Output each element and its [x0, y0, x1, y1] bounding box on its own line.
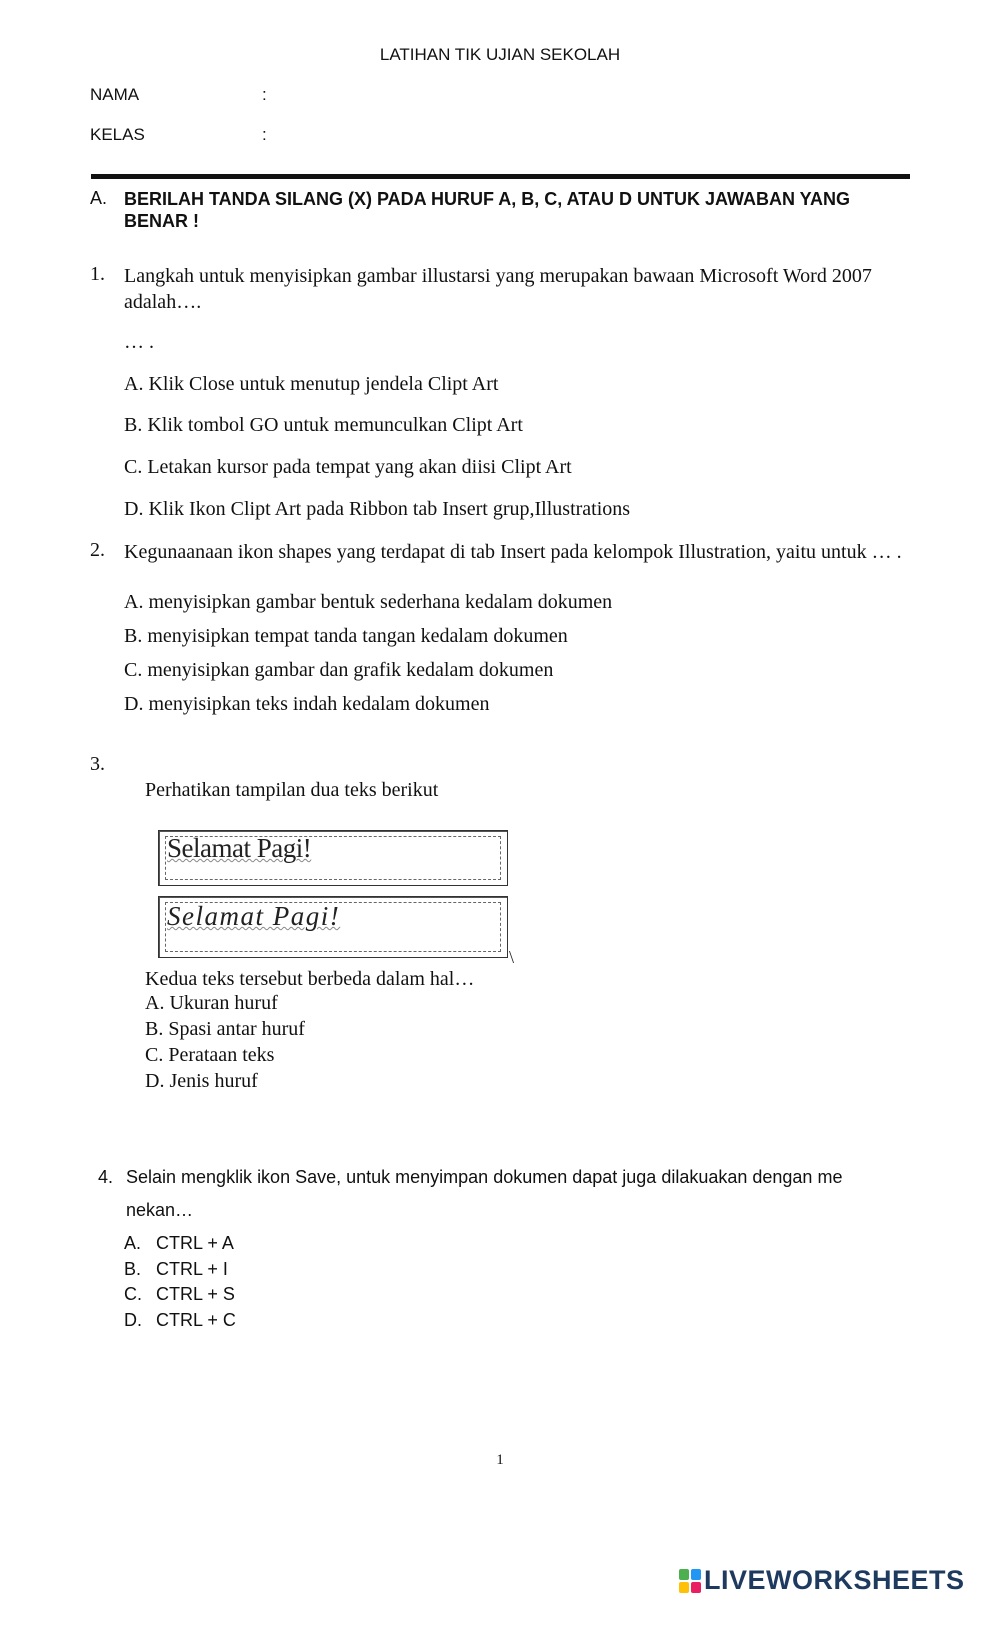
- kelas-label: KELAS: [90, 125, 145, 144]
- q4-option-d[interactable]: CTRL + C: [156, 1310, 236, 1330]
- q4-option-a[interactable]: CTRL + A: [156, 1233, 234, 1253]
- q1-option-a[interactable]: A. Klik Close untuk menutup jendela Clipt Art: [124, 373, 499, 395]
- q1-option-d[interactable]: D. Klik Ikon Clipt Art pada Ribbon tab Insert grup,Illustrations: [124, 498, 631, 520]
- nama-colon: :: [262, 85, 267, 104]
- q3-option-c[interactable]: C. Perataan teks: [145, 1044, 275, 1066]
- page-number: 1: [496, 1452, 504, 1468]
- liveworksheets-logo[interactable]: [679, 1565, 965, 1596]
- q1-number: 1.: [90, 263, 105, 285]
- q2-option-a[interactable]: A. menyisipkan gambar bentuk sederhana kedalam dokumen: [124, 591, 613, 613]
- q2-option-d[interactable]: D. menyisipkan teks indah kedalam dokumen: [124, 693, 490, 715]
- q4-option-b[interactable]: CTRL + I: [156, 1259, 228, 1279]
- q2-number: 2.: [90, 539, 105, 561]
- q4-option-d-letter: D.: [124, 1310, 142, 1330]
- section-instruction: BERILAH TANDA SILANG (X) PADA HURUF A, B, C, ATAU D UNTUK JAWABAN YANG BENAR !: [124, 189, 850, 231]
- liveworksheets-icon: [679, 1569, 701, 1593]
- q1-text: Langkah untuk menyisipkan gambar illustarsi yang merupakan bawaan Microsoft Word 2007 adalah….: [124, 265, 872, 313]
- q2-option-c[interactable]: C. menyisipkan gambar dan grafik kedalam dokumen: [124, 659, 554, 681]
- kelas-colon: :: [262, 125, 267, 144]
- q4-number: 4.: [98, 1167, 114, 1187]
- sample-text-box-1: [158, 830, 508, 886]
- q3-option-a[interactable]: A. Ukuran huruf: [145, 992, 278, 1014]
- q4-option-b-letter: B.: [124, 1259, 142, 1279]
- q4-option-c-letter: C.: [124, 1284, 142, 1304]
- q3-question: Kedua teks tersebut berbeda dalam hal…: [145, 968, 475, 990]
- sample-text-box-2: [158, 896, 508, 958]
- q1-blank: … .: [124, 331, 154, 353]
- sample-text-2: Selamat Pagi!: [167, 901, 341, 931]
- q1-option-b[interactable]: B. Klik tombol GO untuk memunculkan Clipt Art: [124, 414, 523, 436]
- q1-option-c[interactable]: C. Letakan kursor pada tempat yang akan diisi Clipt Art: [124, 456, 572, 478]
- worksheet-title: LATIHAN TIK UJIAN SEKOLAH: [379, 45, 621, 64]
- q4-text-line2: nekan…: [126, 1200, 194, 1220]
- q3-option-d[interactable]: D. Jenis huruf: [145, 1070, 258, 1092]
- q4-option-a-letter: A.: [124, 1233, 142, 1253]
- header-divider: [91, 174, 910, 179]
- stray-mark: \: [509, 947, 515, 967]
- q2-option-b[interactable]: B. menyisipkan tempat tanda tangan kedalam dokumen: [124, 625, 568, 647]
- sample-text-1: Selamat Pagi!: [167, 833, 312, 863]
- q3-intro: Perhatikan tampilan dua teks berikut: [145, 779, 439, 801]
- section-number: A.: [90, 188, 108, 208]
- q3-option-b[interactable]: B. Spasi antar huruf: [145, 1018, 305, 1040]
- nama-label: NAMA: [90, 85, 140, 104]
- q4-option-c[interactable]: CTRL + S: [156, 1284, 235, 1304]
- q2-text: Kegunaanaan ikon shapes yang terdapat di tab Insert pada kelompok Illustration, yaitu untuk … .: [124, 541, 902, 563]
- q3-number: 3.: [90, 753, 105, 775]
- liveworksheets-logo-text: LIVEWORKSHEETS: [704, 1565, 965, 1595]
- q4-text-line1: Selain mengklik ikon Save, untuk menyimpan dokumen dapat juga dilakuakan dengan me: [126, 1167, 843, 1187]
